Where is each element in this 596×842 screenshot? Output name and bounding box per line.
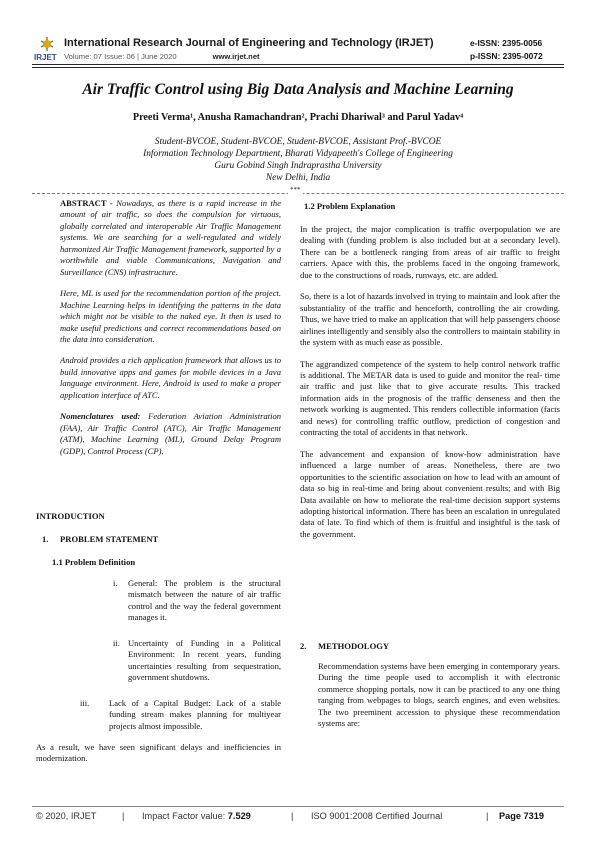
list-item: General: The problem is the structural mismatch between the nature of air traffic control and the way the federal government manages it. <box>128 578 281 623</box>
journal-website[interactable]: www.irjet.net <box>212 52 260 61</box>
result-paragraph: As a result, we have seen significant delays and inefficiencies in modernization. <box>36 742 281 764</box>
journal-name: International Research Journal of Engineering and Technology (IRJET) <box>64 37 434 49</box>
right-column-body <box>300 224 560 550</box>
abstract-paragraph <box>60 198 281 278</box>
authors: Preeti Verma¹, Anusha Ramachandran², Prachi Dhariwal³ and Parul Yadav⁴ <box>132 112 464 123</box>
list-item: Lack of a Capital Budget: Lack of a stable funding stream makes planning for multiyear projects almost impossible. <box>109 698 281 731</box>
nomenclature-label: Nomenclatures used: <box>60 411 141 422</box>
body-paragraph: Recommendation systems have been emerging in contemporary years. During the time people used to accomplish it with electronic commerce shopping portals, now it can be practiced to any one thing ranging from webpages to blogs, search engines, and even websites. The two preeminent accession to physique these recommendation systems are: <box>318 661 560 729</box>
nomenclature-paragraph <box>60 411 281 457</box>
section-number: 1. <box>42 534 49 544</box>
abstract-paragraph: Here, ML is used for the recommendation portion of the project. Machine Learning helps in identifying the patterns in the data which might not be visible to the naked eye. It then is used to make useful predictions and correct recommendations based on the data into consideration. <box>60 288 281 344</box>
logo-text: IRJET <box>34 53 57 62</box>
footer-copyright: © 2020, IRJET <box>36 811 97 821</box>
affiliation-line: Guru Gobind Singh Indraprastha University <box>214 161 382 171</box>
affiliation-line: New Delhi, India <box>265 173 331 183</box>
footer-separator: | <box>122 811 125 821</box>
volume-line <box>64 52 260 61</box>
abstract-text: Nowadays, as there is a rapid increase in the amount of air traffic, so does the compulsion for virtuous, globally correlated and interoperable Air Traffic Management systems. We are searching for a well-regulated and widely harmonized Air Traffic Management framework, supported by a worthwhile and viable Communications, Navigation and Surveillance (CNS) infrastructure. <box>60 198 281 277</box>
nomenclature-text: Federation Aviation Administration (FAA), Air Traffic Control (ATC), Air Traffic Management (ATM), Machine Learning (ML), Ground Delay Program (GDP), Control Process (CP). <box>60 411 281 456</box>
footer-rule <box>32 806 564 807</box>
affiliation-line: Student-BVCOE, Student-BVCOE, Student-BVCOE, Assistant Prof.-BVCOE <box>154 137 442 147</box>
section-title: METHODOLOGY <box>318 641 390 651</box>
abstract-label: ABSTRACT - <box>60 198 113 208</box>
page-number: Page 7319 <box>499 811 544 821</box>
header-rule-thin <box>32 67 564 68</box>
footer-separator: | <box>486 811 489 821</box>
paper-title: Air Traffic Control using Big Data Analysis and Machine Learning <box>82 81 514 98</box>
footer-impact <box>142 811 251 821</box>
subsection-heading: 1.1 Problem Definition <box>52 557 136 567</box>
header-rule <box>32 64 564 65</box>
pissn: p-ISSN: 2395-0072 <box>470 51 543 61</box>
body-paragraph: The advancement and expansion of know-how administration have influenced a large number of areas. Nonetheless, there are two opportunities to the scientific association on how to lead with an amount of data so big in real-time and bring about convenient results; and with Big Data available on how to meliorate the real-time decision support systems adopting historical information. There has been an escalation in unregulated data of late. To find which of them is fruitful and insightful is the task of the government. <box>300 448 560 539</box>
footer-page <box>499 811 544 821</box>
divider-stars: *** <box>290 186 301 194</box>
subsection-heading: 1.2 Problem Explanation <box>304 201 396 211</box>
list-item-number: i. <box>113 578 118 588</box>
abstract-paragraph: Android provides a rich application framework that allows us to build innovative apps and games for mobile devices in a Java language environment. Here, Android is used to make a proper application interface of ATC. <box>60 355 281 400</box>
affiliation-line: Information Technology Department, Bharati Vidyapeeth's College of Engineering <box>143 149 453 159</box>
list-item: Uncertainty of Funding in a Political Environment: In recent years, funding uncertainties resulting from sequestration, government shutdowns. <box>128 638 281 683</box>
eissn: e-ISSN: 2395-0056 <box>470 38 543 48</box>
abstract-block <box>60 198 281 467</box>
footer-iso: ISO 9001:2008 Certified Journal <box>311 811 443 821</box>
section-number: 2. <box>300 641 307 651</box>
body-paragraph: The aggrandized competence of the system to help control network traffic is additional. The METAR data is used to guide and monitor the real- time air traffic and just like that to give accurate results. This tracked information aids in the prognosis of the traffic denseness and then the network working is augmented. This renders collectible information (facts and news) for controlling traffic outflow, prediction of congestion and contracting the total of accidents in that network. <box>300 358 560 438</box>
impact-value: 7.529 <box>227 811 251 821</box>
volume-info: Volume: 07 Issue: 06 | June 2020 <box>64 52 177 61</box>
impact-label: Impact Factor value: <box>142 811 226 821</box>
introduction-heading: INTRODUCTION <box>36 511 105 521</box>
footer-separator: | <box>291 811 294 821</box>
list-item-number: iii. <box>80 698 90 708</box>
journal-logo-icon <box>33 33 61 63</box>
body-paragraph: In the project, the major complication is traffic overpopulation we are dealing with (funding problem is also included but at a secondary level). There can be a bottleneck ranging from areas of air traffic to freight carriers. Apace with this, the problems faced in the ongoing framework, due to the constructions of roads, runways, etc. are added. <box>300 224 560 280</box>
section-title: PROBLEM STATEMENT <box>60 534 159 544</box>
body-paragraph: So, there is a lot of hazards involved in trying to maintain and look after the substantiality of the traffic and henceforth, controlling the air crowding. Thus, we have tried to make an application that will help passengers choose airlines intelligently and sensibly also the controllers to maintain stability in the system with as much ease as possible. <box>300 291 560 348</box>
list-item-number: ii. <box>113 638 120 648</box>
